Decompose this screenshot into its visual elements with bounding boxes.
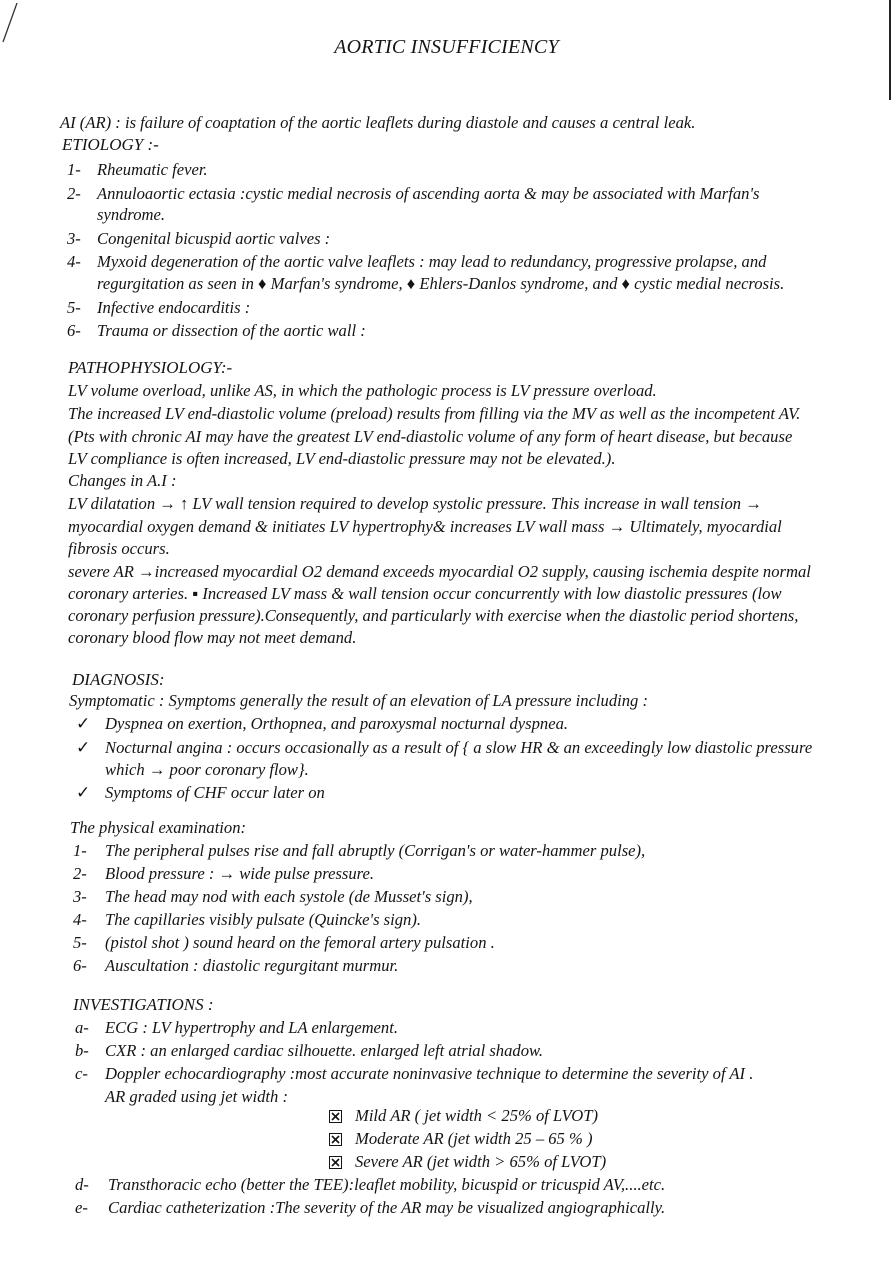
investigations-heading: INVESTIGATIONS : bbox=[73, 995, 214, 1014]
item-number: 1- bbox=[73, 841, 87, 860]
checkbox-x-icon bbox=[329, 1133, 342, 1146]
paragraph-line: coronary arteries. ▪ Increased LV mass & wall tension occur concurrently with low diastolic pressures (low bbox=[68, 584, 782, 603]
item-text: The peripheral pulses rise and fall abruptly (Corrigan's or water-hammer pulse), bbox=[105, 841, 646, 860]
paragraph-line: coronary blood flow may not meet demand. bbox=[68, 628, 357, 647]
item-number: 2- bbox=[73, 864, 87, 883]
grade-text: Moderate AR (jet width 25 – 65 % ) bbox=[355, 1129, 593, 1148]
paragraph-line: LV compliance is often increased, LV end-diastolic pressure may not be elevated.). bbox=[68, 449, 616, 468]
item-text: Myxoid degeneration of the aortic valve leaflets : may lead to redundancy, progressive prolapse, and bbox=[97, 252, 767, 271]
item-number: b- bbox=[75, 1041, 89, 1060]
item-text: Auscultation : diastolic regurgitant murmur. bbox=[105, 956, 399, 975]
item-text-continued: regurgitation as seen in ♦ Marfan's syndrome, ♦ Ehlers-Danlos syndrome, and ♦ cystic medial necrosis. bbox=[97, 274, 785, 293]
checkbox-x-icon bbox=[329, 1110, 342, 1123]
item-text: Nocturnal angina : occurs occasionally as a result of { a slow HR & an exceedingly low diastolic pressure bbox=[105, 738, 813, 757]
item-number: 3- bbox=[73, 887, 87, 906]
paragraph-line: LV dilatation → ↑ LV wall tension required to develop systolic pressure. This increase in wall tension → bbox=[68, 494, 762, 513]
paragraph-line: (Pts with chronic AI may have the greatest LV end-diastolic volume of any form of heart disease, but because bbox=[68, 427, 793, 446]
item-text: Congenital bicuspid aortic valves : bbox=[97, 229, 331, 248]
item-number: 6- bbox=[73, 956, 87, 975]
item-text: Trauma or dissection of the aortic wall : bbox=[97, 321, 366, 340]
item-number: 3- bbox=[67, 229, 81, 248]
subheading: Changes in A.I : bbox=[68, 471, 177, 490]
item-text: Transthoracic echo (better the TEE):leaflet mobility, bicuspid or tricuspid AV,....etc. bbox=[108, 1175, 666, 1194]
etiology-heading: ETIOLOGY :- bbox=[62, 135, 159, 154]
definition-text: AI (AR) : is failure of coaptation of the aortic leaflets during diastole and causes a central leak. bbox=[60, 113, 696, 132]
item-number: c- bbox=[75, 1064, 88, 1083]
item-number: 5- bbox=[67, 298, 81, 317]
item-text: Cardiac catheterization :The severity of the AR may be visualized angiographically. bbox=[108, 1198, 666, 1217]
item-text-continued: syndrome. bbox=[97, 205, 166, 224]
item-text: Infective endocarditis : bbox=[97, 298, 251, 317]
item-number: 4- bbox=[73, 910, 87, 929]
paragraph-line: The increased LV end-diastolic volume (preload) results from filling via the MV as well as the incompetent AV. bbox=[68, 404, 801, 423]
item-number: e- bbox=[75, 1198, 88, 1217]
item-number: 5- bbox=[73, 933, 87, 952]
item-number: d- bbox=[75, 1175, 89, 1194]
item-text: Dyspnea on exertion, Orthopnea, and paroxysmal nocturnal dyspnea. bbox=[105, 714, 569, 733]
item-number: 2- bbox=[67, 184, 81, 203]
checkmark-icon: ✓ bbox=[76, 738, 91, 757]
item-text: CXR : an enlarged cardiac silhouette. enlarged left atrial shadow. bbox=[105, 1041, 543, 1060]
paragraph-line: myocardial oxygen demand & initiates LV hypertrophy& increases LV wall mass → Ultimately, myocardial bbox=[68, 517, 782, 536]
paragraph-line: severe AR →increased myocardial O2 demand exceeds myocardial O2 supply, causing ischemia despite normal bbox=[68, 562, 811, 581]
item-text: (pistol shot ) sound heard on the femoral artery pulsation . bbox=[105, 933, 495, 952]
item-number: a- bbox=[75, 1018, 89, 1037]
checkbox-x-icon bbox=[329, 1156, 342, 1169]
item-text-continued: which → poor coronary flow}. bbox=[105, 760, 309, 779]
item-number: 1- bbox=[67, 160, 81, 179]
symptomatic-intro: Symptomatic : Symptoms generally the result of an elevation of LA pressure including : bbox=[69, 691, 648, 710]
page-title: AORTIC INSUFFICIENCY bbox=[334, 36, 559, 58]
item-text: Doppler echocardiography :most accurate noninvasive technique to determine the severity of AI . bbox=[105, 1064, 754, 1083]
item-text: The head may nod with each systole (de Musset's sign), bbox=[105, 887, 473, 906]
item-text: Symptoms of CHF occur later on bbox=[105, 783, 325, 802]
item-text: Annuloaortic ectasia :cystic medial necrosis of ascending aorta & may be associated with Marfan's bbox=[97, 184, 760, 203]
grade-text: Severe AR (jet width > 65% of LVOT) bbox=[355, 1152, 607, 1171]
grade-text: Mild AR ( jet width < 25% of LVOT) bbox=[355, 1106, 599, 1125]
checkmark-icon: ✓ bbox=[76, 783, 91, 802]
paragraph-line: fibrosis occurs. bbox=[68, 539, 170, 558]
diagnosis-heading: DIAGNOSIS: bbox=[72, 670, 165, 689]
item-text: ECG : LV hypertrophy and LA enlargement. bbox=[105, 1018, 398, 1037]
checkmark-icon: ✓ bbox=[76, 714, 91, 733]
item-text: The capillaries visibly pulsate (Quincke's sign). bbox=[105, 910, 422, 929]
paragraph-line: coronary perfusion pressure).Consequently, and particularly with exercise when the diastolic period shortens, bbox=[68, 606, 799, 625]
paragraph-line: LV volume overload, unlike AS, in which the pathologic process is LV pressure overload. bbox=[68, 381, 657, 400]
item-text: Blood pressure : → wide pulse pressure. bbox=[105, 864, 375, 883]
item-number: 4- bbox=[67, 252, 81, 271]
exam-heading: The physical examination: bbox=[70, 818, 247, 837]
item-text: Rheumatic fever. bbox=[97, 160, 208, 179]
pathophysiology-heading: PATHOPHYSIOLOGY:- bbox=[68, 358, 233, 377]
item-number: 6- bbox=[67, 321, 81, 340]
item-text-continued: AR graded using jet width : bbox=[105, 1087, 288, 1106]
